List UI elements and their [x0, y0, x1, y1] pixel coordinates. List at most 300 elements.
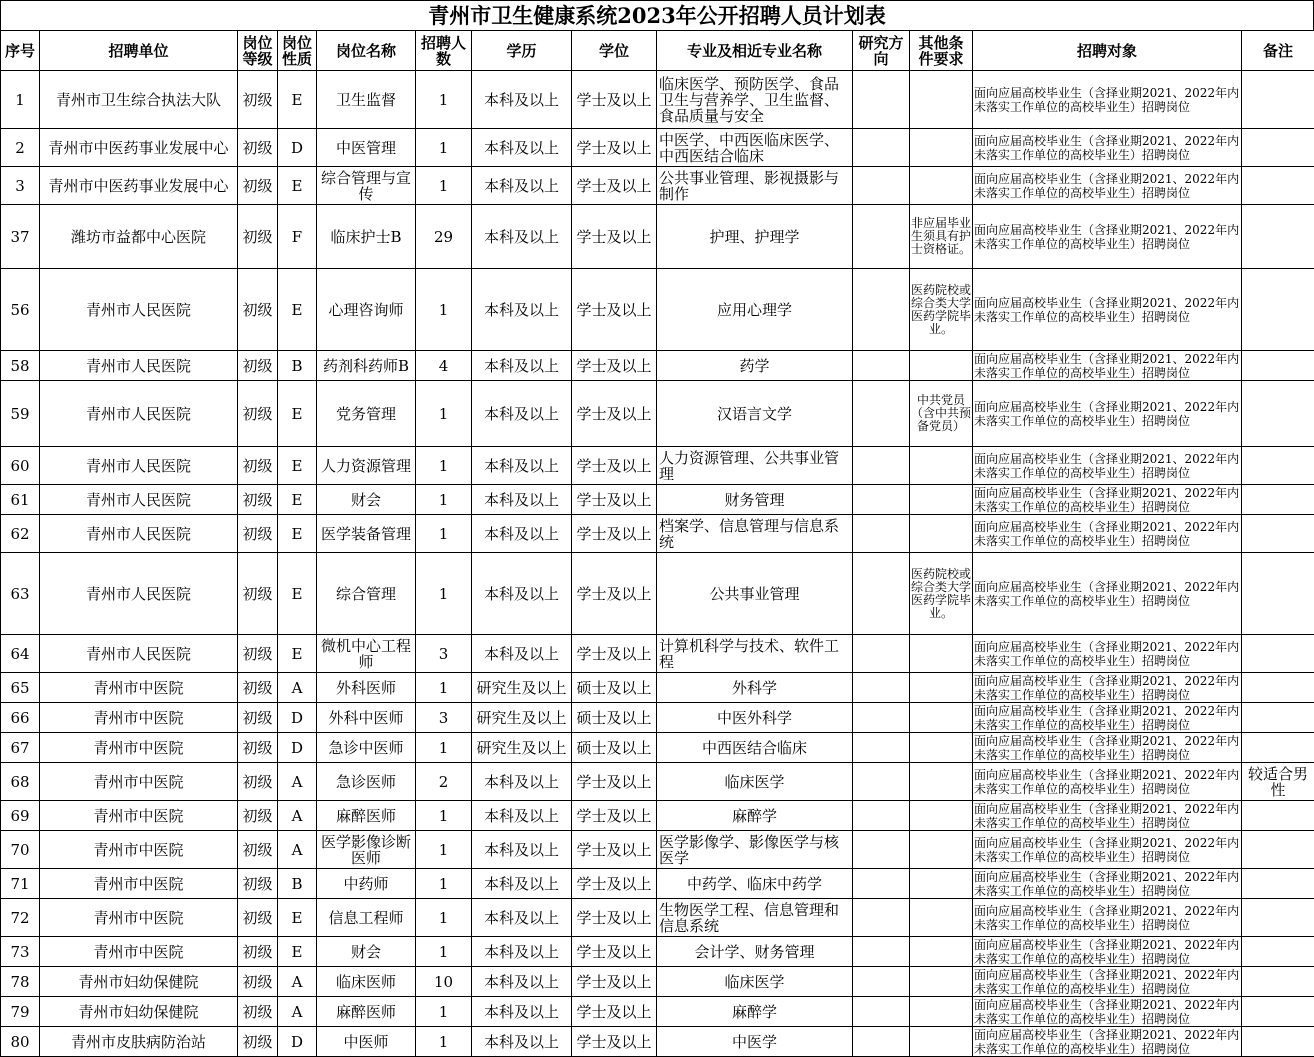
cell-no: 62	[1, 515, 40, 553]
cell-post: 财会	[317, 485, 416, 515]
cell-education: 本科及以上	[472, 515, 572, 553]
cell-target: 面向应届高校毕业生（含择业期2021、2022年内未落实工作单位的高校毕业生）招聘岗位	[973, 71, 1242, 129]
cell-level: 初级	[238, 447, 278, 485]
cell-nature: A	[278, 763, 317, 801]
table-row	[1, 937, 1314, 967]
cell-nature: E	[278, 71, 317, 129]
cell-other	[910, 733, 973, 763]
cell-post: 临床医师	[317, 967, 416, 997]
table-row	[1, 269, 1314, 351]
cell-nature: E	[278, 515, 317, 553]
cell-post: 药剂科药师B	[317, 351, 416, 381]
cell-target: 面向应届高校毕业生（含择业期2021、2022年内未落实工作单位的高校毕业生）招聘岗位	[973, 129, 1242, 167]
cell-level: 初级	[238, 703, 278, 733]
table-row	[1, 553, 1314, 635]
cell-research	[853, 763, 910, 801]
cell-degree: 学士及以上	[572, 515, 657, 553]
cell-unit: 青州市人民医院	[40, 381, 238, 447]
table-row	[1, 485, 1314, 515]
cell-count: 1	[416, 831, 472, 869]
cell-research	[853, 129, 910, 167]
cell-count: 1	[416, 869, 472, 899]
cell-education: 研究生及以上	[472, 673, 572, 703]
cell-note	[1242, 869, 1314, 899]
cell-level: 初级	[238, 673, 278, 703]
cell-degree: 学士及以上	[572, 869, 657, 899]
cell-post: 麻醉医师	[317, 997, 416, 1027]
cell-unit: 青州市中医药事业发展中心	[40, 129, 238, 167]
header-cell: 岗位性质	[278, 31, 317, 71]
cell-target: 面向应届高校毕业生（含择业期2021、2022年内未落实工作单位的高校毕业生）招聘岗位	[973, 515, 1242, 553]
cell-major: 公共事业管理、影视摄影与制作	[657, 167, 853, 205]
cell-major: 中医学、中西医临床医学、中西医结合临床	[657, 129, 853, 167]
cell-target: 面向应届高校毕业生（含择业期2021、2022年内未落实工作单位的高校毕业生）招聘岗位	[973, 485, 1242, 515]
cell-target: 面向应届高校毕业生（含择业期2021、2022年内未落实工作单位的高校毕业生）招聘岗位	[973, 553, 1242, 635]
cell-post: 外科医师	[317, 673, 416, 703]
cell-nature: E	[278, 899, 317, 937]
cell-note	[1242, 967, 1314, 997]
table-row	[1, 71, 1314, 129]
cell-education: 本科及以上	[472, 447, 572, 485]
cell-no: 65	[1, 673, 40, 703]
cell-target: 面向应届高校毕业生（含择业期2021、2022年内未落实工作单位的高校毕业生）招聘岗位	[973, 1027, 1242, 1057]
cell-other	[910, 515, 973, 553]
header-cell: 备注	[1242, 31, 1314, 71]
cell-no: 69	[1, 801, 40, 831]
header-row	[1, 31, 1314, 71]
cell-education: 本科及以上	[472, 167, 572, 205]
cell-unit: 青州市妇幼保健院	[40, 967, 238, 997]
cell-degree: 学士及以上	[572, 997, 657, 1027]
cell-note	[1242, 673, 1314, 703]
cell-level: 初级	[238, 167, 278, 205]
cell-level: 初级	[238, 831, 278, 869]
cell-post: 中医师	[317, 1027, 416, 1057]
cell-note	[1242, 447, 1314, 485]
cell-nature: E	[278, 635, 317, 673]
cell-major: 汉语言文学	[657, 381, 853, 447]
cell-target: 面向应届高校毕业生（含择业期2021、2022年内未落实工作单位的高校毕业生）招聘岗位	[973, 205, 1242, 269]
table-row	[1, 167, 1314, 205]
cell-no: 59	[1, 381, 40, 447]
cell-nature: E	[278, 381, 317, 447]
cell-other	[910, 831, 973, 869]
cell-count: 1	[416, 899, 472, 937]
cell-level: 初级	[238, 801, 278, 831]
cell-count: 1	[416, 997, 472, 1027]
cell-target: 面向应届高校毕业生（含择业期2021、2022年内未落实工作单位的高校毕业生）招聘岗位	[973, 703, 1242, 733]
cell-target: 面向应届高校毕业生（含择业期2021、2022年内未落实工作单位的高校毕业生）招聘岗位	[973, 381, 1242, 447]
cell-unit: 青州市中医院	[40, 733, 238, 763]
cell-target: 面向应届高校毕业生（含择业期2021、2022年内未落实工作单位的高校毕业生）招聘岗位	[973, 733, 1242, 763]
cell-level: 初级	[238, 381, 278, 447]
cell-nature: D	[278, 733, 317, 763]
cell-unit: 青州市中医院	[40, 801, 238, 831]
cell-education: 本科及以上	[472, 381, 572, 447]
cell-count: 10	[416, 967, 472, 997]
cell-note	[1242, 129, 1314, 167]
cell-note	[1242, 733, 1314, 763]
cell-no: 56	[1, 269, 40, 351]
cell-education: 本科及以上	[472, 485, 572, 515]
cell-major: 麻醉学	[657, 997, 853, 1027]
cell-unit: 青州市卫生综合执法大队	[40, 71, 238, 129]
cell-target: 面向应届高校毕业生（含择业期2021、2022年内未落实工作单位的高校毕业生）招聘岗位	[973, 899, 1242, 937]
cell-degree: 学士及以上	[572, 381, 657, 447]
cell-note	[1242, 553, 1314, 635]
cell-target: 面向应届高校毕业生（含择业期2021、2022年内未落实工作单位的高校毕业生）招聘岗位	[973, 937, 1242, 967]
cell-target: 面向应届高校毕业生（含择业期2021、2022年内未落实工作单位的高校毕业生）招聘岗位	[973, 831, 1242, 869]
cell-target: 面向应届高校毕业生（含择业期2021、2022年内未落实工作单位的高校毕业生）招聘岗位	[973, 997, 1242, 1027]
cell-note	[1242, 167, 1314, 205]
cell-count: 3	[416, 635, 472, 673]
cell-research	[853, 205, 910, 269]
cell-major: 计算机科学与技术、软件工程	[657, 635, 853, 673]
cell-education: 研究生及以上	[472, 733, 572, 763]
cell-no: 60	[1, 447, 40, 485]
cell-education: 本科及以上	[472, 1027, 572, 1057]
cell-unit: 青州市中医院	[40, 899, 238, 937]
cell-degree: 学士及以上	[572, 1027, 657, 1057]
cell-no: 70	[1, 831, 40, 869]
cell-count: 4	[416, 351, 472, 381]
cell-unit: 青州市皮肤病防治站	[40, 1027, 238, 1057]
cell-level: 初级	[238, 763, 278, 801]
table-row	[1, 763, 1314, 801]
cell-major: 中药学、临床中药学	[657, 869, 853, 899]
cell-post: 医学装备管理	[317, 515, 416, 553]
cell-note	[1242, 205, 1314, 269]
cell-major: 中医外科学	[657, 703, 853, 733]
cell-target: 面向应届高校毕业生（含择业期2021、2022年内未落实工作单位的高校毕业生）招聘岗位	[973, 967, 1242, 997]
cell-unit: 青州市中医药事业发展中心	[40, 167, 238, 205]
cell-other	[910, 703, 973, 733]
cell-research	[853, 71, 910, 129]
cell-no: 79	[1, 997, 40, 1027]
cell-degree: 学士及以上	[572, 205, 657, 269]
cell-no: 67	[1, 733, 40, 763]
cell-note	[1242, 269, 1314, 351]
cell-target: 面向应届高校毕业生（含择业期2021、2022年内未落实工作单位的高校毕业生）招聘岗位	[973, 635, 1242, 673]
cell-degree: 学士及以上	[572, 899, 657, 937]
cell-education: 本科及以上	[472, 129, 572, 167]
cell-no: 73	[1, 937, 40, 967]
cell-post: 人力资源管理	[317, 447, 416, 485]
cell-degree: 学士及以上	[572, 553, 657, 635]
cell-unit: 青州市人民医院	[40, 553, 238, 635]
cell-no: 72	[1, 899, 40, 937]
cell-note	[1242, 635, 1314, 673]
cell-unit: 潍坊市益都中心医院	[40, 205, 238, 269]
table-row	[1, 205, 1314, 269]
cell-target: 面向应届高校毕业生（含择业期2021、2022年内未落实工作单位的高校毕业生）招聘岗位	[973, 351, 1242, 381]
cell-nature: A	[278, 967, 317, 997]
table-row	[1, 447, 1314, 485]
cell-unit: 青州市妇幼保健院	[40, 997, 238, 1027]
header-cell: 招聘人数	[416, 31, 472, 71]
cell-post: 急诊中医师	[317, 733, 416, 763]
cell-research	[853, 733, 910, 763]
cell-research	[853, 515, 910, 553]
cell-count: 1	[416, 733, 472, 763]
cell-degree: 硕士及以上	[572, 673, 657, 703]
cell-level: 初级	[238, 869, 278, 899]
cell-other	[910, 673, 973, 703]
cell-level: 初级	[238, 129, 278, 167]
cell-other	[910, 635, 973, 673]
cell-post: 综合管理	[317, 553, 416, 635]
cell-post: 急诊医师	[317, 763, 416, 801]
cell-research	[853, 447, 910, 485]
cell-major: 护理、护理学	[657, 205, 853, 269]
cell-research	[853, 553, 910, 635]
cell-no: 71	[1, 869, 40, 899]
cell-education: 本科及以上	[472, 997, 572, 1027]
cell-nature: B	[278, 351, 317, 381]
cell-other	[910, 485, 973, 515]
cell-education: 本科及以上	[472, 869, 572, 899]
cell-education: 本科及以上	[472, 553, 572, 635]
cell-target: 面向应届高校毕业生（含择业期2021、2022年内未落实工作单位的高校毕业生）招聘岗位	[973, 869, 1242, 899]
cell-major: 临床医学、预防医学、食品卫生与营养学、卫生监督、食品质量与安全	[657, 71, 853, 129]
cell-other	[910, 899, 973, 937]
cell-education: 本科及以上	[472, 899, 572, 937]
cell-note	[1242, 937, 1314, 967]
table-row	[1, 673, 1314, 703]
cell-post: 临床护士B	[317, 205, 416, 269]
cell-research	[853, 485, 910, 515]
table-row	[1, 967, 1314, 997]
cell-major: 档案学、信息管理与信息系统	[657, 515, 853, 553]
cell-count: 1	[416, 269, 472, 351]
table-row	[1, 997, 1314, 1027]
cell-post: 中医管理	[317, 129, 416, 167]
cell-other	[910, 937, 973, 967]
cell-other	[910, 997, 973, 1027]
cell-other	[910, 447, 973, 485]
cell-degree: 学士及以上	[572, 635, 657, 673]
cell-degree: 学士及以上	[572, 967, 657, 997]
cell-other: 医药院校或综合类大学医药学院毕业。	[910, 269, 973, 351]
cell-major: 药学	[657, 351, 853, 381]
cell-level: 初级	[238, 635, 278, 673]
cell-target: 面向应届高校毕业生（含择业期2021、2022年内未落实工作单位的高校毕业生）招聘岗位	[973, 763, 1242, 801]
cell-degree: 学士及以上	[572, 71, 657, 129]
cell-major: 公共事业管理	[657, 553, 853, 635]
cell-post: 信息工程师	[317, 899, 416, 937]
header-cell: 学位	[572, 31, 657, 71]
cell-unit: 青州市人民医院	[40, 269, 238, 351]
table-row	[1, 351, 1314, 381]
table-row	[1, 899, 1314, 937]
cell-research	[853, 831, 910, 869]
cell-level: 初级	[238, 485, 278, 515]
cell-unit: 青州市中医院	[40, 763, 238, 801]
cell-target: 面向应届高校毕业生（含择业期2021、2022年内未落实工作单位的高校毕业生）招聘岗位	[973, 801, 1242, 831]
cell-unit: 青州市人民医院	[40, 447, 238, 485]
cell-level: 初级	[238, 71, 278, 129]
cell-nature: D	[278, 1027, 317, 1057]
cell-major: 会计学、财务管理	[657, 937, 853, 967]
cell-no: 78	[1, 967, 40, 997]
table-row	[1, 635, 1314, 673]
cell-note	[1242, 485, 1314, 515]
cell-count: 1	[416, 1027, 472, 1057]
cell-no: 80	[1, 1027, 40, 1057]
cell-degree: 硕士及以上	[572, 733, 657, 763]
cell-research	[853, 381, 910, 447]
table-row	[1, 515, 1314, 553]
cell-target: 面向应届高校毕业生（含择业期2021、2022年内未落实工作单位的高校毕业生）招聘岗位	[973, 673, 1242, 703]
cell-other	[910, 1027, 973, 1057]
cell-degree: 硕士及以上	[572, 703, 657, 733]
cell-unit: 青州市中医院	[40, 703, 238, 733]
cell-nature: E	[278, 447, 317, 485]
cell-nature: A	[278, 673, 317, 703]
cell-count: 1	[416, 801, 472, 831]
cell-education: 研究生及以上	[472, 703, 572, 733]
cell-major: 生物医学工程、信息管理和信息系统	[657, 899, 853, 937]
cell-unit: 青州市中医院	[40, 831, 238, 869]
cell-degree: 学士及以上	[572, 129, 657, 167]
cell-level: 初级	[238, 1027, 278, 1057]
cell-other	[910, 129, 973, 167]
cell-research	[853, 899, 910, 937]
cell-level: 初级	[238, 205, 278, 269]
cell-unit: 青州市中医院	[40, 869, 238, 899]
table-row	[1, 381, 1314, 447]
cell-research	[853, 269, 910, 351]
cell-note	[1242, 381, 1314, 447]
cell-major: 麻醉学	[657, 801, 853, 831]
cell-count: 1	[416, 515, 472, 553]
cell-education: 本科及以上	[472, 967, 572, 997]
cell-major: 中西医结合临床	[657, 733, 853, 763]
cell-nature: E	[278, 937, 317, 967]
cell-no: 58	[1, 351, 40, 381]
cell-unit: 青州市人民医院	[40, 485, 238, 515]
cell-target: 面向应届高校毕业生（含择业期2021、2022年内未落实工作单位的高校毕业生）招聘岗位	[973, 269, 1242, 351]
cell-education: 本科及以上	[472, 635, 572, 673]
cell-nature: D	[278, 703, 317, 733]
cell-unit: 青州市中医院	[40, 673, 238, 703]
cell-nature: A	[278, 831, 317, 869]
cell-degree: 学士及以上	[572, 167, 657, 205]
cell-post: 心理咨询师	[317, 269, 416, 351]
cell-degree: 学士及以上	[572, 351, 657, 381]
cell-degree: 学士及以上	[572, 831, 657, 869]
cell-no: 66	[1, 703, 40, 733]
header-cell: 招聘单位	[40, 31, 238, 71]
cell-note	[1242, 71, 1314, 129]
cell-education: 本科及以上	[472, 831, 572, 869]
cell-count: 1	[416, 553, 472, 635]
cell-level: 初级	[238, 899, 278, 937]
cell-note	[1242, 997, 1314, 1027]
cell-nature: D	[278, 129, 317, 167]
cell-major: 人力资源管理、公共事业管理	[657, 447, 853, 485]
cell-degree: 学士及以上	[572, 447, 657, 485]
cell-post: 综合管理与宣传	[317, 167, 416, 205]
cell-other	[910, 967, 973, 997]
cell-no: 64	[1, 635, 40, 673]
table-row	[1, 733, 1314, 763]
cell-no: 37	[1, 205, 40, 269]
cell-note	[1242, 515, 1314, 553]
cell-nature: F	[278, 205, 317, 269]
header-cell: 其他条件要求	[910, 31, 973, 71]
cell-research	[853, 801, 910, 831]
cell-major: 医学影像学、影像医学与核医学	[657, 831, 853, 869]
cell-count: 29	[416, 205, 472, 269]
table-row	[1, 1027, 1314, 1057]
cell-post: 麻醉医师	[317, 801, 416, 831]
header-cell: 岗位等级	[238, 31, 278, 71]
cell-no: 61	[1, 485, 40, 515]
table-row	[1, 831, 1314, 869]
cell-degree: 学士及以上	[572, 801, 657, 831]
cell-post: 党务管理	[317, 381, 416, 447]
cell-education: 本科及以上	[472, 269, 572, 351]
cell-unit: 青州市人民医院	[40, 351, 238, 381]
sheet-title: 青州市卫生健康系统2023年公开招聘人员计划表	[0, 0, 1314, 30]
cell-major: 财务管理	[657, 485, 853, 515]
cell-research	[853, 869, 910, 899]
cell-research	[853, 967, 910, 997]
cell-post: 医学影像诊断医师	[317, 831, 416, 869]
cell-count: 2	[416, 763, 472, 801]
cell-nature: A	[278, 997, 317, 1027]
cell-post: 财会	[317, 937, 416, 967]
header-cell: 序号	[1, 31, 40, 71]
cell-note	[1242, 801, 1314, 831]
cell-degree: 学士及以上	[572, 763, 657, 801]
cell-count: 1	[416, 485, 472, 515]
cell-research	[853, 167, 910, 205]
cell-research	[853, 937, 910, 967]
cell-level: 初级	[238, 515, 278, 553]
cell-major: 应用心理学	[657, 269, 853, 351]
recruitment-table	[0, 30, 1314, 1057]
cell-note	[1242, 351, 1314, 381]
cell-count: 1	[416, 381, 472, 447]
cell-education: 本科及以上	[472, 801, 572, 831]
cell-major: 中医学	[657, 1027, 853, 1057]
cell-note	[1242, 899, 1314, 937]
header-cell: 岗位名称	[317, 31, 416, 71]
cell-note: 较适合男性	[1242, 763, 1314, 801]
cell-target: 面向应届高校毕业生（含择业期2021、2022年内未落实工作单位的高校毕业生）招聘岗位	[973, 447, 1242, 485]
cell-other: 中共党员（含中共预备党员）	[910, 381, 973, 447]
cell-nature: B	[278, 869, 317, 899]
cell-research	[853, 703, 910, 733]
cell-research	[853, 1027, 910, 1057]
cell-note	[1242, 1027, 1314, 1057]
cell-education: 本科及以上	[472, 351, 572, 381]
cell-other	[910, 869, 973, 899]
cell-count: 1	[416, 71, 472, 129]
cell-count: 3	[416, 703, 472, 733]
table-body	[1, 71, 1314, 1057]
cell-post: 外科中医师	[317, 703, 416, 733]
cell-note	[1242, 703, 1314, 733]
cell-unit: 青州市中医院	[40, 937, 238, 967]
table-row	[1, 129, 1314, 167]
cell-level: 初级	[238, 269, 278, 351]
cell-nature: E	[278, 553, 317, 635]
header-cell: 学历	[472, 31, 572, 71]
cell-level: 初级	[238, 997, 278, 1027]
